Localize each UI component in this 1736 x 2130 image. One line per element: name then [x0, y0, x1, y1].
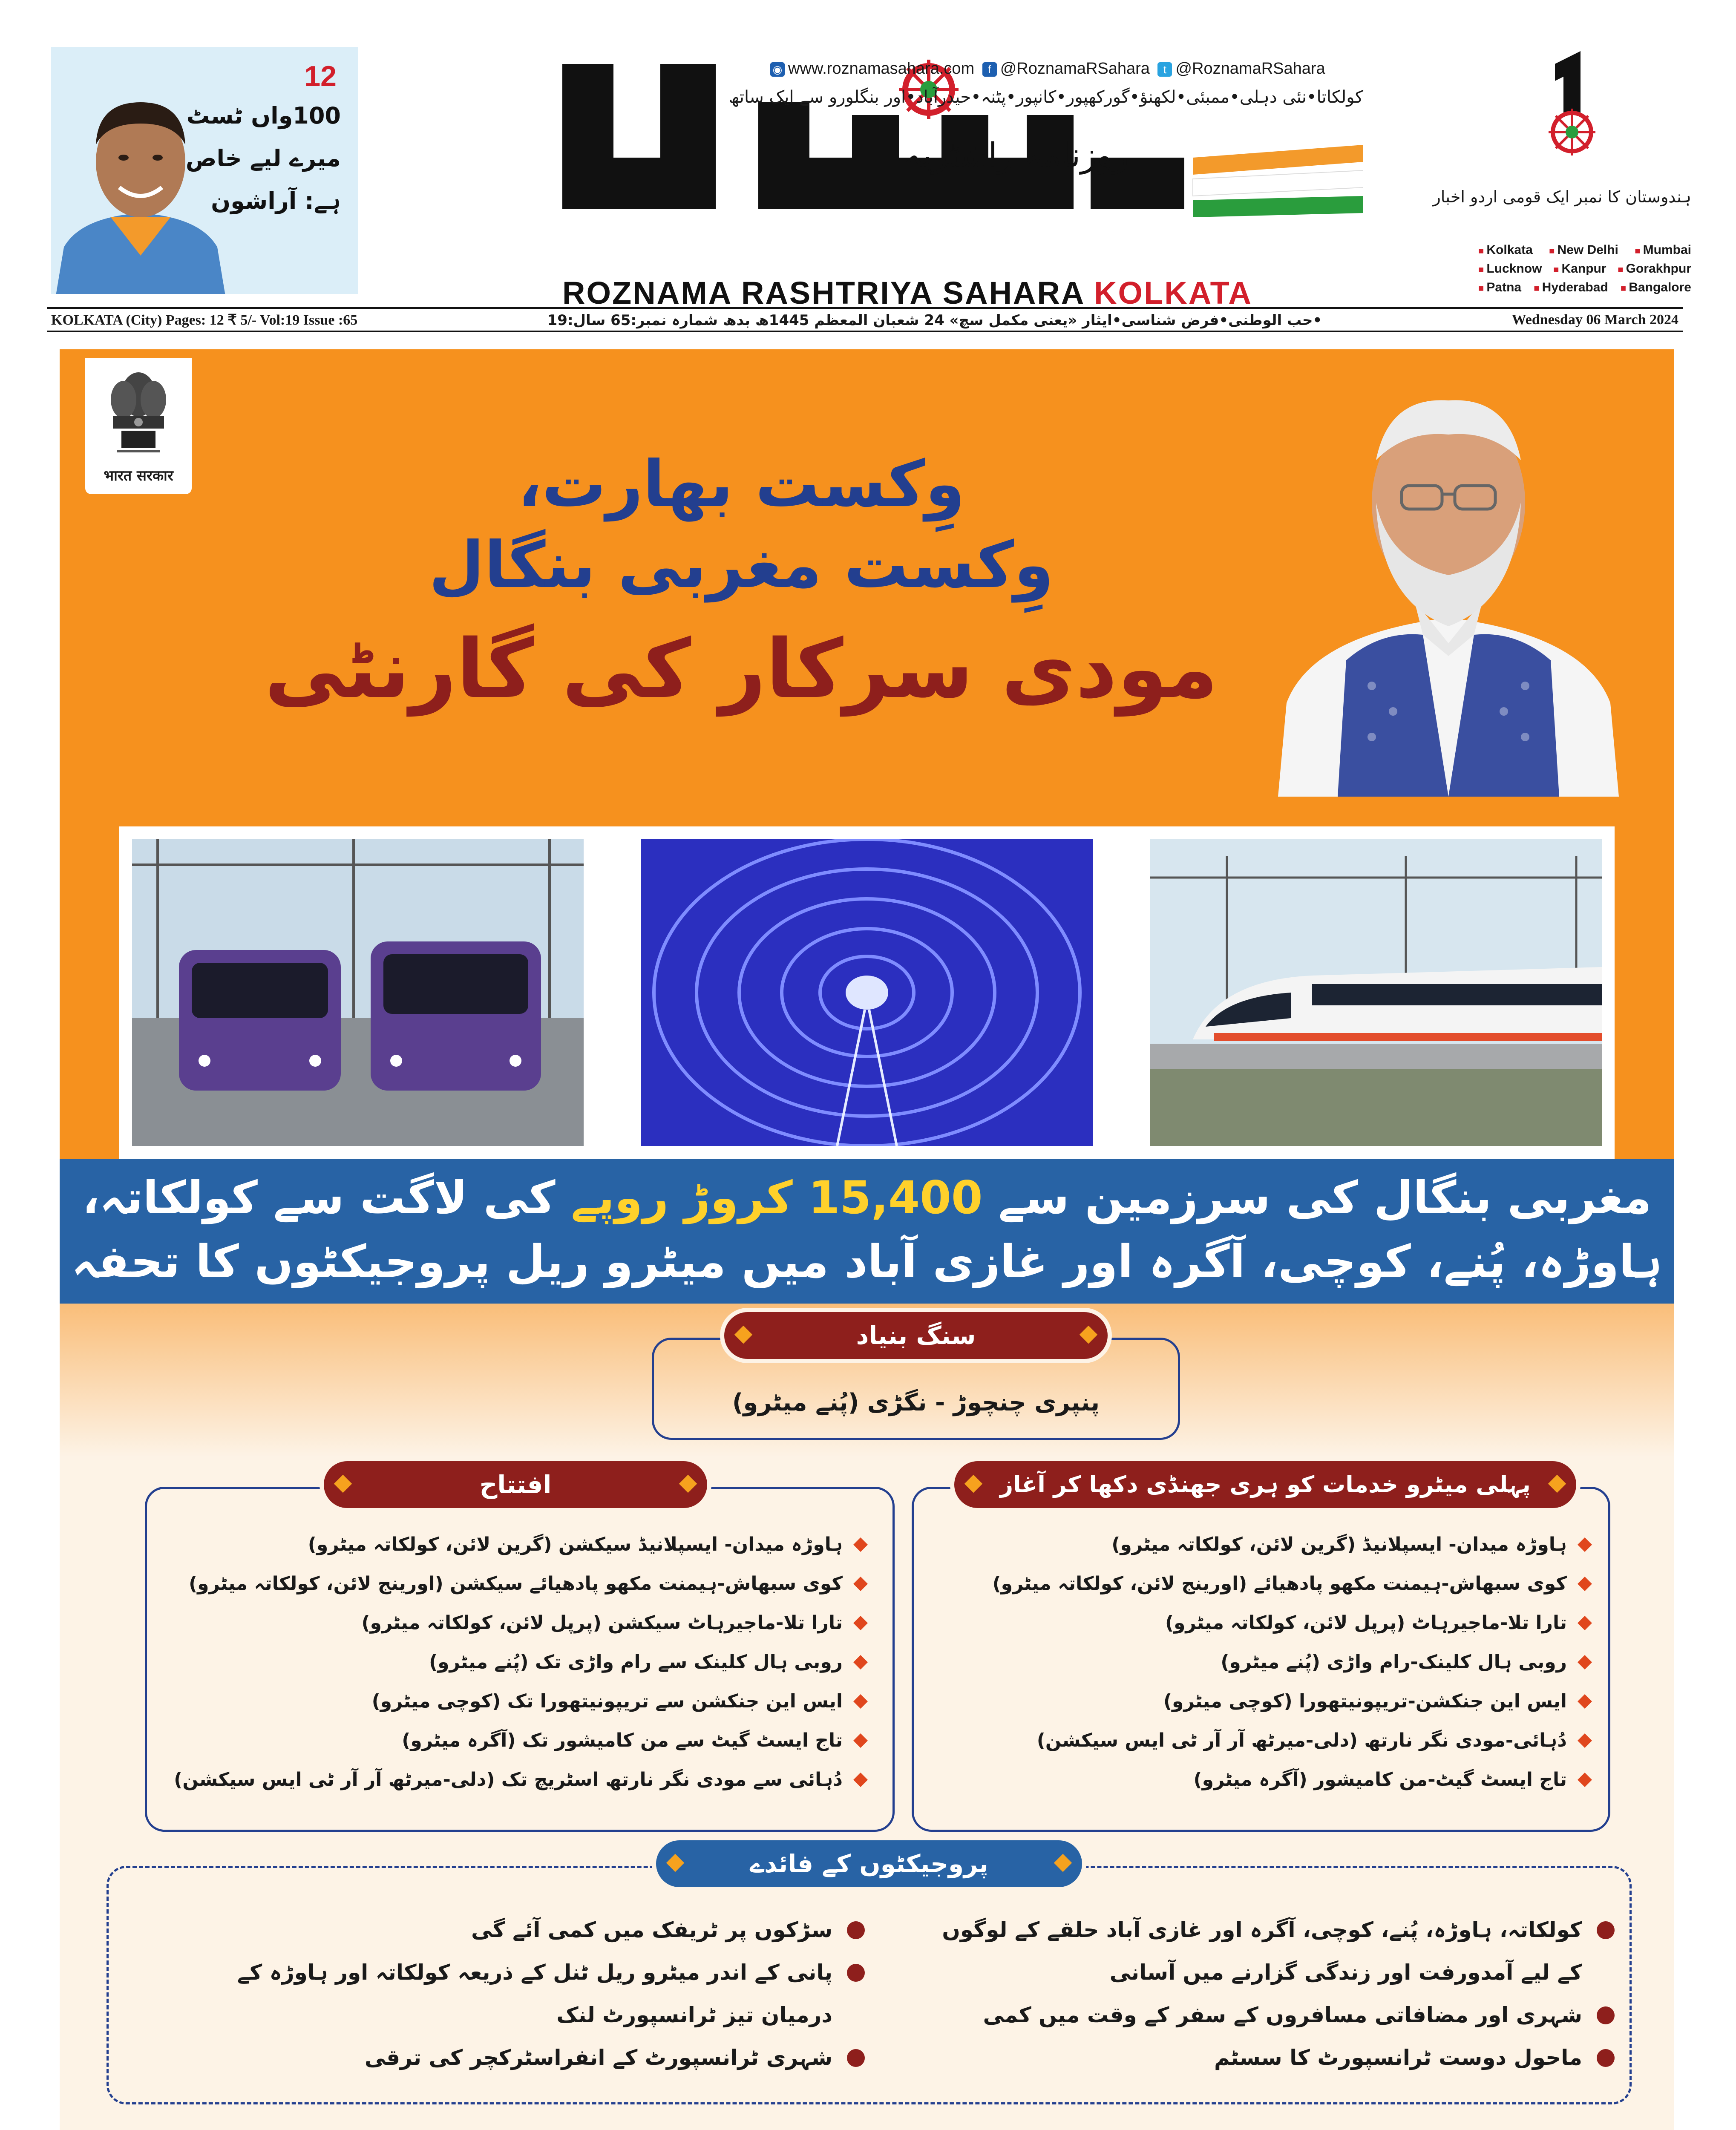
facebook-handle[interactable]: @RoznamaRSahara — [1000, 60, 1150, 78]
project-photos — [119, 826, 1615, 1159]
flagoff-label: پہلی میٹرو خدمات کو ہری جھنڈی دکھا کر آغاز — [954, 1461, 1576, 1508]
list-item: دُہائی-مودی نگر نارتھ (دلی-میرٹھ آر آر ٹی ایس سیکشن) — [929, 1721, 1593, 1760]
tagline: روزنامہ راشٹریہ — [903, 136, 1129, 175]
list-item: کوی سبھاش-ہیمنت مکھو پادھیائے (اورینج لائن، کولکاتہ میٹرو) — [929, 1564, 1593, 1603]
list-item: روبی ہال کلینک سے رام واڑی تک (پُنے میٹرو) — [170, 1643, 869, 1682]
list-item: ماحول دوست ٹرانسپورٹ کا سسٹم — [895, 2036, 1619, 2079]
edition-city: ■ Kanpur — [1553, 262, 1606, 276]
hijri-date-motto: •حب الوطنی•فرض شناسی•ایثار «یعنی مکمل سچ» 24 شعبان المعظم 1445ھ بدھ شمارہ نمبر:65 سال:19 — [547, 311, 1322, 329]
edition-city: ■ Lucknow — [1478, 262, 1542, 276]
project-cost: 15,400 کروڑ روپے — [571, 1172, 983, 1224]
government-advertisement — [60, 349, 1674, 2130]
list-item: سڑکوں پر ٹریفک میں کمی آئے گی — [128, 1908, 869, 1951]
editions-urdu: کولکاتا•نئی دہلی•ممبئی•لکھنؤ•گورکھپور•کانپور•پٹنہ•حیدرآباد•اور بنگلورو سے ایک ساتھ — [728, 87, 1363, 107]
list-item: تاج ایسٹ گیٹ-من کامیشور (آگرہ میٹرو) — [929, 1760, 1593, 1799]
date-bar — [47, 307, 1683, 332]
twitter-icon: t — [1157, 62, 1172, 77]
headline-viksit-bharat: وِکست بھارت، — [518, 447, 965, 521]
foundation-label: سنگ بنیاد — [724, 1312, 1108, 1359]
rrts-train-photo — [1150, 839, 1602, 1146]
edition-city: ■ Mumbai — [1635, 243, 1691, 257]
promo-page-number: 12 — [304, 60, 337, 92]
benefits-list-right — [895, 1908, 1619, 2079]
national-emblem — [85, 358, 192, 494]
list-item: ایس این جنکشن سے تریپونیتھورا تک (کوچی میٹرو) — [170, 1682, 869, 1721]
website-link[interactable]: www.roznamasahara.com — [788, 60, 975, 78]
list-item: کولکاتہ، ہاوڑہ، پُنے، کوچی، آگرہ اور غازی آباد حلقے کے لوگوں — [895, 1908, 1619, 1951]
summary-line-2: ہاوڑہ، پُنے، کوچی، آگرہ اور غازی آباد میں میٹرو ریل پروجیکٹوں کا تحفہ — [71, 1235, 1663, 1288]
edition-city: ■ New Delhi — [1549, 243, 1618, 257]
publication-date: Wednesday 06 March 2024 — [1511, 312, 1678, 328]
headline-viksit-bengal: وِکست مغربی بنگال — [429, 528, 1054, 602]
facebook-icon: f — [982, 62, 997, 77]
foundation-project: پنپری چنچوڑ - نگڑی (پُنے میٹرو) — [732, 1389, 1100, 1416]
flagoff-list — [929, 1525, 1593, 1799]
lion-capital-icon — [104, 365, 173, 458]
headline-guarantee: مودی سرکار کی گارنٹی — [264, 622, 1218, 716]
summary-line-1: مغربی بنگال کی سرزمین سے 15,400 کروڑ روپے کی لاگت سے کولکاتہ، — [82, 1172, 1652, 1224]
list-item: ہاوڑہ میدان- ایسپلانیڈ (گرین لائن، کولکاتہ میٹرو) — [929, 1525, 1593, 1564]
edition-city: ■ Gorakhpur — [1618, 262, 1691, 276]
list-item: ایس این جنکشن-تریپونیتھورا (کوچی میٹرو) — [929, 1682, 1593, 1721]
edition-city: ■ Hyderabad — [1534, 280, 1608, 295]
list-item: پانی کے اندر میٹرو ریل ٹنل کے ذریعہ کولکاتہ اور ہاوڑہ کے — [128, 1951, 869, 1994]
inauguration-label: افتتاح — [324, 1461, 707, 1508]
edition-city-row — [1478, 262, 1691, 276]
list-item: تارا تلا-ماجیرہاٹ (پرپل لائن، کولکاتہ میٹرو) — [929, 1603, 1593, 1643]
list-item: کے لیے آمدورفت اور زندگی گزارنے میں آسانی — [1109, 1960, 1582, 1985]
promo-line: میرے لیے خاص — [185, 145, 341, 172]
number-one-emblem — [1529, 47, 1615, 179]
list-item: ہاوڑہ میدان- ایسپلانیڈ سیکشن (گرین لائن، کولکاتہ میٹرو) — [170, 1525, 869, 1564]
project-summary-band — [60, 1159, 1674, 1304]
edition-caption: ہندوستان کا نمبر ایک قومی اردو اخبار — [1433, 187, 1691, 206]
edition-cities — [1478, 243, 1691, 299]
list-item: دُہائی سے مودی نگر نارتھ اسٹریچ تک (دلی-میرٹھ آر آر ٹی ایس سیکشن) — [170, 1760, 869, 1799]
logo-english: ROZNAMA RASHTRIYA SAHARA KOLKATA — [562, 275, 1252, 311]
masthead — [0, 0, 1736, 311]
list-item: کوی سبھاش-ہیمنت مکھو پادھیائے سیکشن (اورینج لائن، کولکاتہ میٹرو) — [170, 1564, 869, 1603]
issue-info: KOLKATA (City) Pages: 12 ₹ 5/- Vol:19 Issue :65 — [51, 312, 358, 328]
emblem-caption: भारत सरकार — [104, 467, 173, 484]
list-item: درمیان تیز ٹرانسپورٹ لنک — [556, 2003, 832, 2027]
list-item: تارا تلا-ماجیرہاٹ سیکشن (پرپل لائن، کولکاتہ میٹرو) — [170, 1603, 869, 1643]
twitter-handle[interactable]: @RoznamaRSahara — [1175, 60, 1325, 78]
edition-city: ■ Patna — [1478, 280, 1521, 295]
promo-box[interactable] — [51, 47, 358, 294]
promo-line: ہے: آراشون — [211, 187, 341, 214]
list-item: شہری ٹرانسپورٹ کے انفراسٹرکچر کی ترقی — [128, 2036, 869, 2079]
edition-city-row — [1478, 280, 1691, 295]
promo-line: 100واں ٹسٹ — [186, 102, 341, 129]
list-item: شہری اور مضافاتی مسافروں کے سفر کے وقت میں کمی — [895, 1994, 1619, 2036]
list-item: تاج ایسٹ گیٹ سے من کامیشور تک (آگرہ میٹرو) — [170, 1721, 869, 1760]
benefits-list-left — [128, 1908, 869, 2079]
edition-city-row — [1478, 243, 1691, 257]
prime-minister-photo — [1252, 362, 1644, 797]
benefits-label: پروجیکٹوں کے فائدے — [656, 1840, 1082, 1887]
social-row — [767, 60, 1363, 89]
list-item: روبی ہال کلینک-رام واڑی (پُنے میٹرو) — [929, 1643, 1593, 1682]
logo-city: KOLKATA — [1094, 275, 1252, 311]
inauguration-list — [170, 1525, 869, 1799]
edition-city: ■ Kolkata — [1478, 243, 1533, 257]
underwater-tunnel-photo — [641, 839, 1093, 1146]
globe-icon: ◉ — [770, 62, 785, 77]
metro-trains-photo — [132, 839, 584, 1146]
edition-city: ■ Bangalore — [1621, 280, 1691, 295]
